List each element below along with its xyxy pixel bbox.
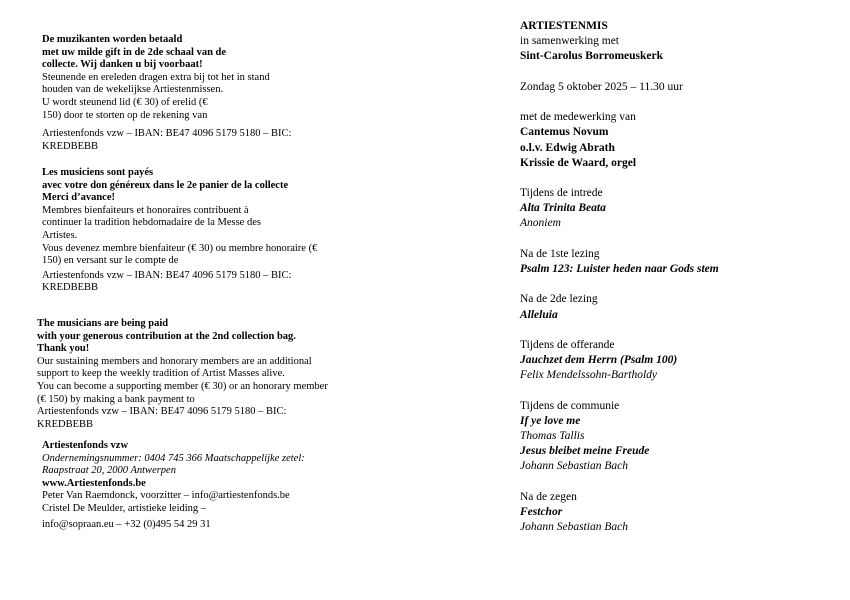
french-bank-line: Artiestenfonds vzw – IBAN: BE47 4096 5179 5180 – BIC: [42,269,292,281]
french-text-line: 150) en versant sur le compte de [42,255,179,267]
section-heading: Na de 1ste lezing [520,247,600,260]
french-heading-line: Merci d’avance! [42,192,115,204]
program-title: ARTIESTENMIS [520,20,608,32]
composer: Thomas Tallis [520,430,585,443]
english-notice [37,318,328,431]
dutch-heading-line: collecte. Wij danken u bij voorbaat! [42,59,203,71]
piece-title: Psalm 123: Luister heden naar Gods stem [520,263,719,275]
dutch-notice [42,34,291,153]
choir-name: Cantemus Novum [520,126,609,139]
french-heading-line: avec votre don généreux dans le 2e panier de la collecte [42,179,289,191]
english-bic-line: KREDBEBB [37,418,94,430]
piece-title: Festchor [520,506,563,518]
contact-line: info@sopraan.eu – +32 (0)495 54 29 31 [42,518,211,530]
piece-title: Alleluia [520,308,558,321]
program-column [520,19,719,535]
dutch-text-line: U wordt steunend lid (€ 30) of erelid (€ [42,96,208,108]
french-text-line: Vous devenez membre bienfaiteur (€ 30) ou membre honoraire (€ [42,242,318,254]
conductor: o.l.v. Edwig Abrath [520,141,615,154]
french-notice [42,167,317,295]
french-text-line: Artistes. [42,229,78,241]
composer: Anoniem [520,217,561,230]
dutch-heading-line: met uw milde gift in de 2de schaal van de [42,46,227,58]
english-bank-line: Artiestenfonds vzw – IBAN: BE47 4096 5179 5180 – BIC: [37,406,287,418]
church-name: Sint-Carolus Borromeuskerk [520,50,664,63]
website-link[interactable]: www.Artiestenfonds.be [42,477,146,489]
dutch-text-line: houden van de wekelijkse Artiestenmissen. [42,84,224,96]
english-text-line: support to keep the weekly tradition of Artist Masses alive. [37,368,285,380]
dutch-heading-line: De muzikanten worden betaald [42,34,183,45]
date-time: Zondag 5 oktober 2025 – 11.30 uur [520,80,683,93]
french-heading-line: Les musiciens sont payés [42,167,154,178]
french-bic-line: KREDBEBB [42,282,99,294]
english-text-line: You can become a supporting member (€ 30) or an honorary member [37,380,328,392]
english-heading-line: with your generous contribution at the 2nd collection bag. [37,330,296,342]
dutch-bank-line: Artiestenfonds vzw – IBAN: BE47 4096 5179 5180 – BIC: [42,128,292,140]
english-text-line: (€ 150) by making a bank payment to [37,393,195,405]
with-intro: met de medewerking van [520,111,636,124]
piece-title: Alta Trinita Beata [520,202,606,215]
piece-title: Jauchzet dem Herrn (Psalm 100) [520,354,678,367]
registration-line: Ondernemingsnummer: 0404 745 366 Maatschappelijke zetel: [42,452,305,464]
french-text-line: Membres bienfaiteurs et honoraires contribuent à [42,204,249,216]
english-text-line: Our sustaining members and honorary members are an additional [37,355,312,367]
organist: Krissie de Waard, orgel [520,156,637,169]
english-heading-line: Thank you! [37,343,90,355]
section-heading: Tijdens de intrede [520,187,603,200]
contact-line: Cristel De Meulder, artistieke leiding – [42,502,207,514]
english-heading-line: The musicians are being paid [37,318,169,329]
section-heading: Tijdens de communie [520,399,620,412]
dutch-bic-line: KREDBEBB [42,140,99,152]
composer: Felix Mendelssohn-Bartholdy [520,369,658,382]
collab-intro: in samenwerking met [520,35,620,48]
french-text-line: continuer la tradition hebdomadaire de la Messe des [42,217,261,229]
contact-line: Peter Van Raemdonck, voorzitter – info@artiestenfonds.be [42,490,290,502]
piece-title: If ye love me [520,414,581,427]
composer: Johann Sebastian Bach [520,460,628,473]
composer: Johann Sebastian Bach [520,521,628,534]
org-footer [42,440,305,531]
dutch-text-line: 150) door te storten op de rekening van [42,109,208,121]
dutch-text-line: Steunende en ereleden dragen extra bij tot het in stand [42,71,270,83]
section-heading: Na de 2de lezing [520,293,598,306]
piece-title: Jesus bleibet meine Freude [520,445,650,458]
org-name: Artiestenfonds vzw [42,440,129,451]
registration-line: Raapstraat 20, 2000 Antwerpen [42,465,176,477]
section-heading: Tijdens de offerande [520,338,615,351]
section-heading: Na de zegen [520,490,577,503]
